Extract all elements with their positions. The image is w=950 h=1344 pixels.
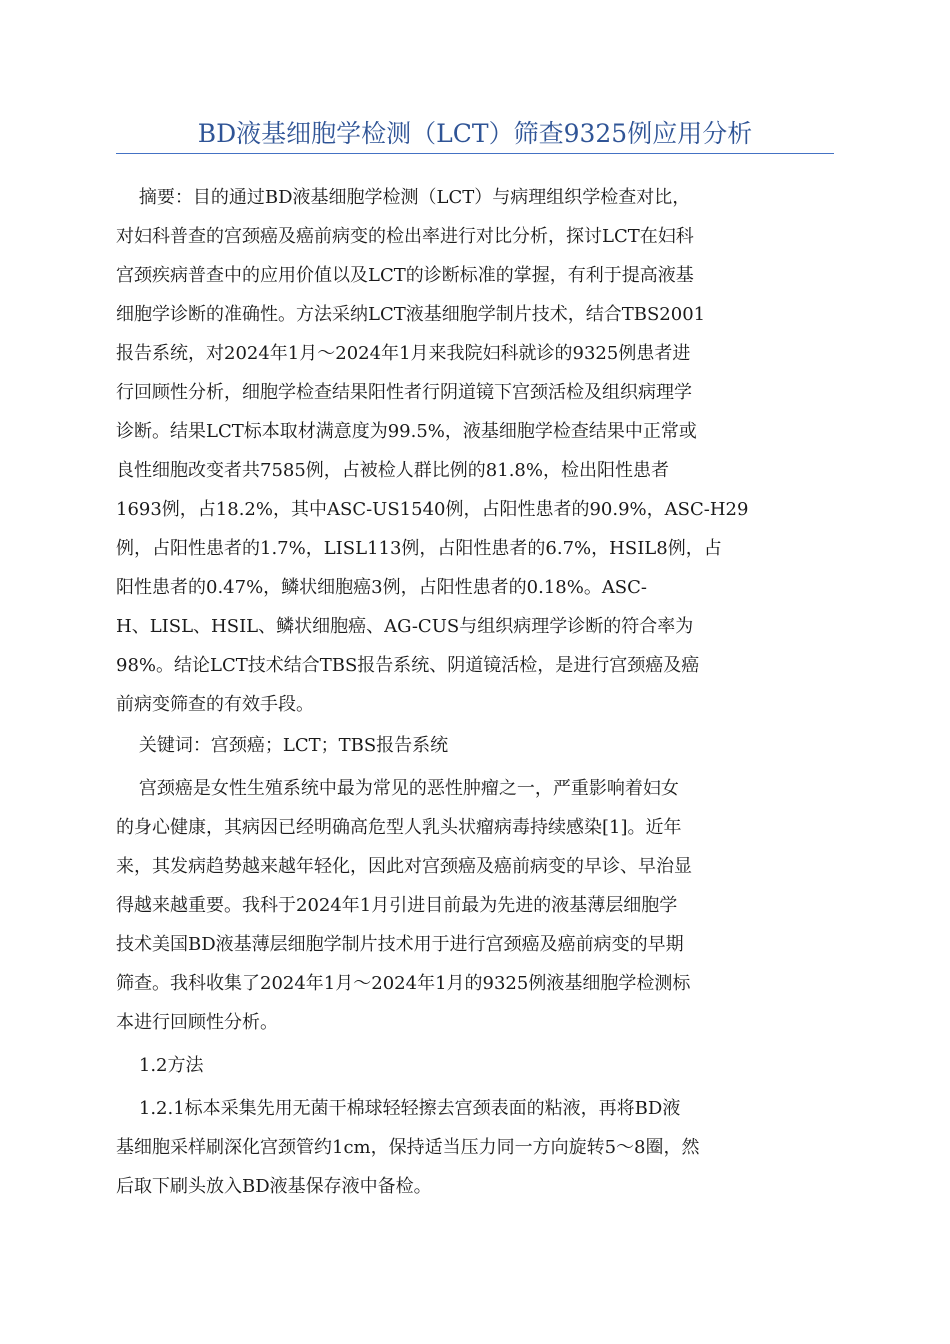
abstract-line: 报告系统，对2024年1月～2024年1月来我院妇科就诊的9325例患者进 [116, 343, 691, 364]
abstract-line: 良性细胞改变者共7585例，占被检人群比例的81.8%，检出阳性患者 [116, 460, 669, 481]
abstract-line: 1693例，占18.2%，其中ASC-US1540例，占阳性患者的90.9%，ASC-H29 [116, 499, 749, 520]
intro-line: 技术美国BD液基薄层细胞学制片技术用于进行宫颈癌及癌前病变的早期 [116, 934, 684, 955]
section-heading-paragraph [116, 1046, 834, 1085]
abstract-line: 例，占阳性患者的1.7%，LISL113例，占阳性患者的6.7%，HSIL8例，占 [116, 538, 722, 559]
intro-line: 本进行回顾性分析。 [116, 1012, 278, 1033]
title-underline [116, 153, 834, 154]
abstract-line: 前病变筛查的有效手段。 [116, 694, 314, 715]
method-line: 基细胞采样刷深化宫颈管约1cm，保持适当压力同一方向旋转5～8圈，然 [116, 1137, 700, 1158]
intro-line: 筛查。我科收集了2024年1月～2024年1月的9325例液基细胞学检测标 [116, 973, 691, 994]
method-line: 后取下刷头放入BD液基保存液中备检。 [116, 1176, 432, 1197]
abstract-line: 细胞学诊断的准确性。方法采纳LCT液基细胞学制片技术，结合TBS2001 [116, 304, 706, 325]
keywords-line: 关键词：宫颈癌；LCT；TBS报告系统 [116, 735, 449, 756]
intro-line: 宫颈癌是女性生殖系统中最为常见的恶性肿瘤之一，严重影响着妇女 [116, 778, 679, 799]
method-paragraph [116, 1089, 834, 1206]
abstract-line: H、LISL、HSIL、鳞状细胞癌、AG-CUS与组织病理学诊断的符合率为 [116, 616, 694, 637]
abstract-line: 诊断。结果LCT标本取材满意度为99.5%，液基细胞学检查结果中正常或 [116, 421, 697, 442]
abstract-line: 行回顾性分析，细胞学检查结果阳性者行阴道镜下宫颈活检及组织病理学 [116, 382, 692, 403]
intro-line: 得越来越重要。我科于2024年1月引进目前最为先进的液基薄层细胞学 [116, 895, 678, 916]
intro-line: 来，其发病趋势越来越年轻化，因此对宫颈癌及癌前病变的早诊、早治显 [116, 856, 692, 877]
method-line: 1.2.1标本采集先用无菌干棉球轻轻擦去宫颈表面的粘液，再将BD液 [116, 1098, 681, 1119]
intro-paragraph [116, 769, 834, 1042]
abstract-line: 宫颈疾病普查中的应用价值以及LCT的诊断标准的掌握，有利于提高液基 [116, 265, 694, 286]
document-title: BD液基细胞学检测（LCT）筛查9325例应用分析 [197, 119, 753, 148]
keywords-paragraph [116, 726, 834, 765]
abstract-line: 98%。结论LCT技术结合TBS报告系统、阴道镜活检，是进行宫颈癌及癌 [116, 655, 700, 676]
abstract-line: 摘要：目的通过BD液基细胞学检测（LCT）与病理组织学检查对比， [116, 187, 691, 208]
intro-line: 的身心健康，其病因已经明确高危型人乳头状瘤病毒持续感染[1]。近年 [116, 817, 682, 838]
abstract-paragraph [116, 178, 834, 724]
section-heading: 1.2方法 [116, 1055, 204, 1076]
abstract-line: 对妇科普查的宫颈癌及癌前病变的检出率进行对比分析，探讨LCT在妇科 [116, 226, 694, 247]
abstract-line: 阳性患者的0.47%，鳞状细胞癌3例，占阳性患者的0.18%。ASC- [116, 577, 647, 598]
document-body [116, 178, 834, 1206]
